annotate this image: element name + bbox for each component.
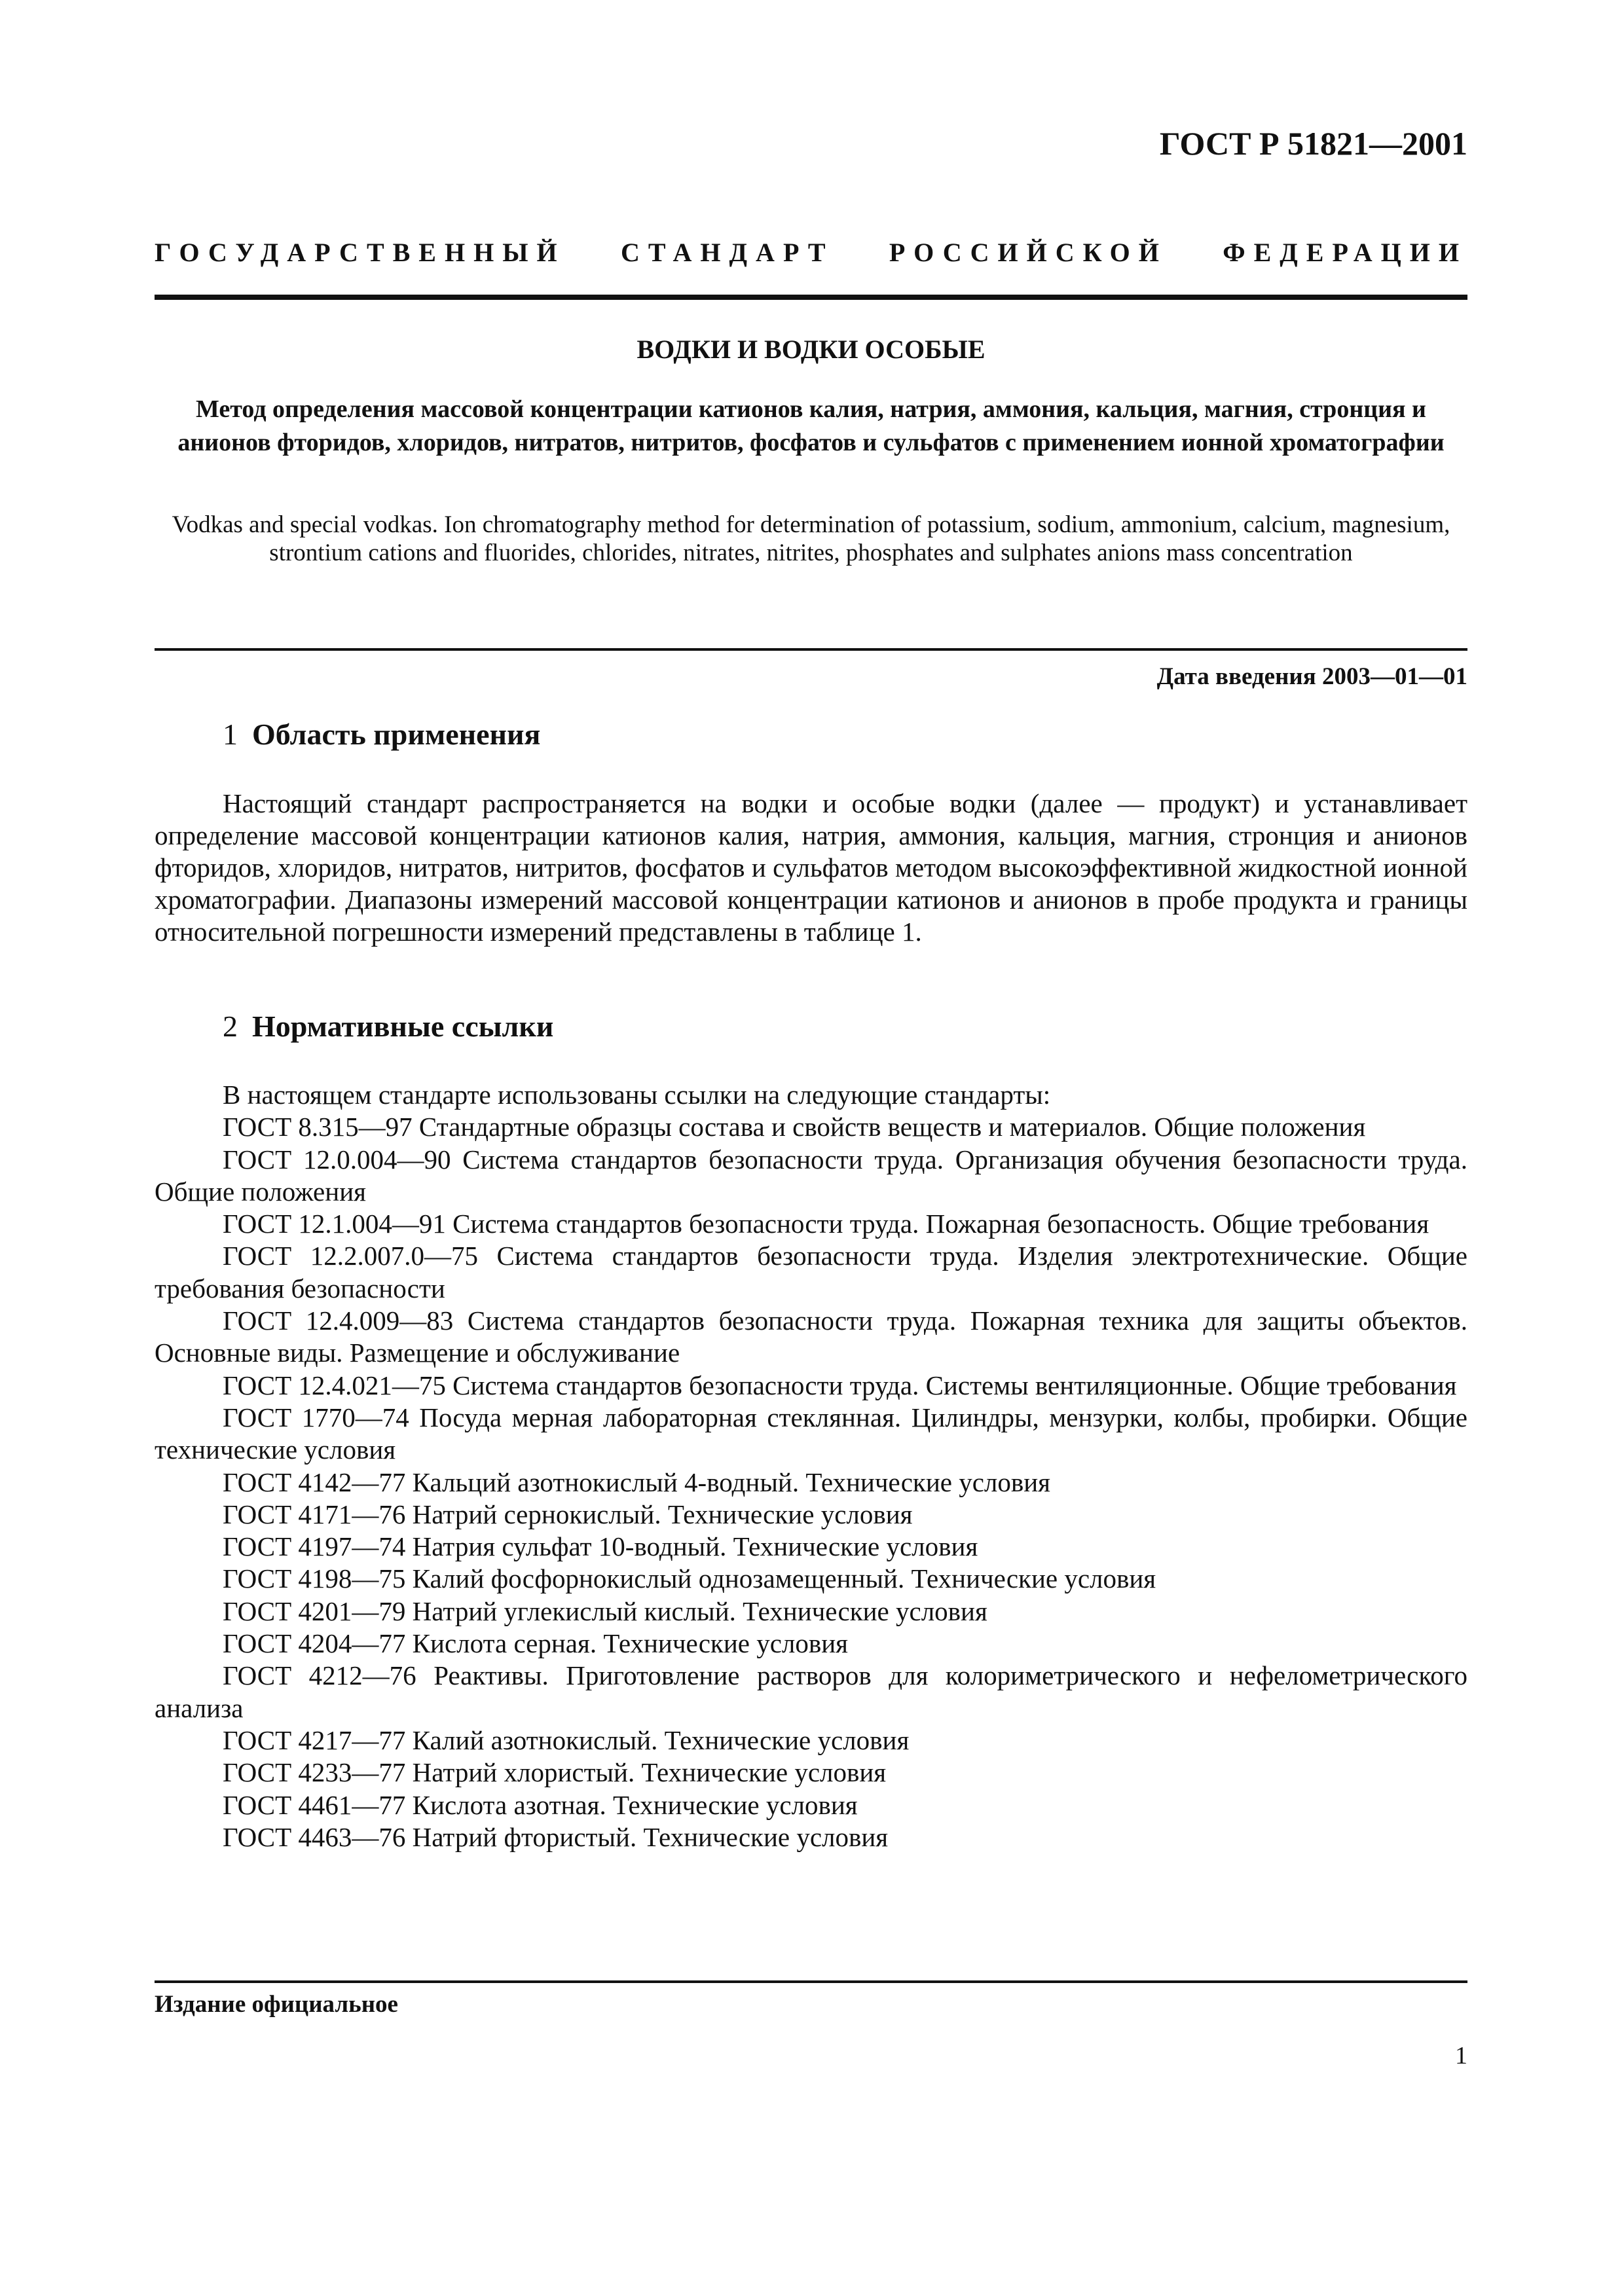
section-heading-references [223, 1008, 553, 1045]
edition-label: Издание официальное [155, 1991, 398, 2018]
footer-divider [155, 1980, 1467, 1983]
document-subtitle: Метод определения массовой концентрации катионов калия, натрия, аммония, кальция, магния, стронция и анионов фторидов, хлоридов, нитратов, нитритов, фосфатов и сульфатов с применением ионной хроматографии [177, 395, 1445, 456]
standard-designation: ГОСТ Р 51821—2001 [1159, 125, 1467, 162]
references-lead: В настоящем стандарте использованы ссылки на следующие стандарты: [223, 1080, 1051, 1110]
reference-item: ГОСТ 4463—76 Натрий фтористый. Технические условия [223, 1821, 889, 1852]
reference-item: ГОСТ 4212—76 Реактивы. Приготовление растворов для колориметрического и нефелометрического анализа [155, 1660, 1467, 1723]
document-title: ВОДКИ И ВОДКИ ОСОБЫЕ [636, 335, 986, 364]
reference-item: ГОСТ 4461—77 Кислота азотная. Технические условия [223, 1789, 858, 1820]
scope-paragraph: Настоящий стандарт распространяется на водки и особые водки (далее — продукт) и устанавливает определение массовой концентрации катионов калия, натрия, аммония, кальция, магния, стронция и анионов фторидов, хлоридов, нитратов, нитритов, фосфатов и сульфатов методом высокоэффективной жидкостной ионной хроматографии. Диапазоны измерений массовой концентрации катионов и анионов в пробе продукта и границы относительной погрешности измерений представлены в таблице 1. [155, 788, 1467, 947]
reference-item: ГОСТ 4204—77 Кислота серная. Технические условия [223, 1628, 849, 1659]
section-title: Область применения [252, 718, 541, 751]
section-heading-scope [223, 716, 540, 753]
section-number: 2 [223, 1010, 238, 1043]
english-title: Vodkas and special vodkas. Ion chromatography method for determination of potassium, sodium, ammonium, calcium, magnesium, strontium cations and fluorides, chlorides, nitrates, nitrites, phosphates and sulphates anions mass concentration [172, 511, 1450, 566]
title-divider [155, 648, 1467, 651]
introduction-date: Дата введения 2003—01—01 [1156, 663, 1467, 690]
reference-item: ГОСТ 4197—74 Натрия сульфат 10-водный. Технические условия [223, 1531, 978, 1562]
references-list [155, 1079, 1467, 1853]
reference-item: ГОСТ 1770—74 Посуда мерная лабораторная стеклянная. Цилиндры, мензурки, колбы, пробирки. Общие технические условия [155, 1402, 1467, 1465]
header-divider [155, 295, 1467, 300]
reference-item: ГОСТ 12.4.009—83 Система стандартов безопасности труда. Пожарная техника для защиты объектов. Основные виды. Размещение и обслуживание [155, 1305, 1467, 1368]
state-standard-heading: ГОСУДАРСТВЕННЫЙ СТАНДАРТ РОССИЙСКОЙ ФЕДЕРАЦИИ [155, 238, 1467, 267]
reference-item: ГОСТ 4171—76 Натрий сернокислый. Технические условия [223, 1499, 913, 1529]
reference-item: ГОСТ 12.2.007.0—75 Система стандартов безопасности труда. Изделия электротехнические. Общие требования безопасности [155, 1241, 1467, 1303]
reference-item: ГОСТ 4233—77 Натрий хлористый. Технические условия [223, 1757, 887, 1788]
reference-item: ГОСТ 12.4.021—75 Система стандартов безопасности труда. Системы вентиляционные. Общие требования [223, 1370, 1457, 1400]
reference-item: ГОСТ 8.315—97 Стандартные образцы состава и свойств веществ и материалов. Общие положения [223, 1112, 1366, 1142]
reference-item: ГОСТ 4201—79 Натрий углекислый кислый. Технические условия [223, 1595, 987, 1626]
page-number: 1 [1455, 2042, 1467, 2069]
reference-item: ГОСТ 4217—77 Калий азотнокислый. Технические условия [223, 1724, 910, 1755]
section-number: 1 [223, 718, 238, 751]
reference-item: ГОСТ 4198—75 Калий фосфорнокислый однозамещенный. Технические условия [223, 1563, 1156, 1594]
section-title: Нормативные ссылки [252, 1010, 554, 1043]
reference-item: ГОСТ 12.0.004—90 Система стандартов безопасности труда. Организация обучения безопасности труда. Общие положения [155, 1144, 1467, 1207]
reference-item: ГОСТ 12.1.004—91 Система стандартов безопасности труда. Пожарная безопасность. Общие требования [223, 1209, 1429, 1239]
reference-item: ГОСТ 4142—77 Кальций азотнокислый 4-водный. Технические условия [223, 1467, 1051, 1497]
